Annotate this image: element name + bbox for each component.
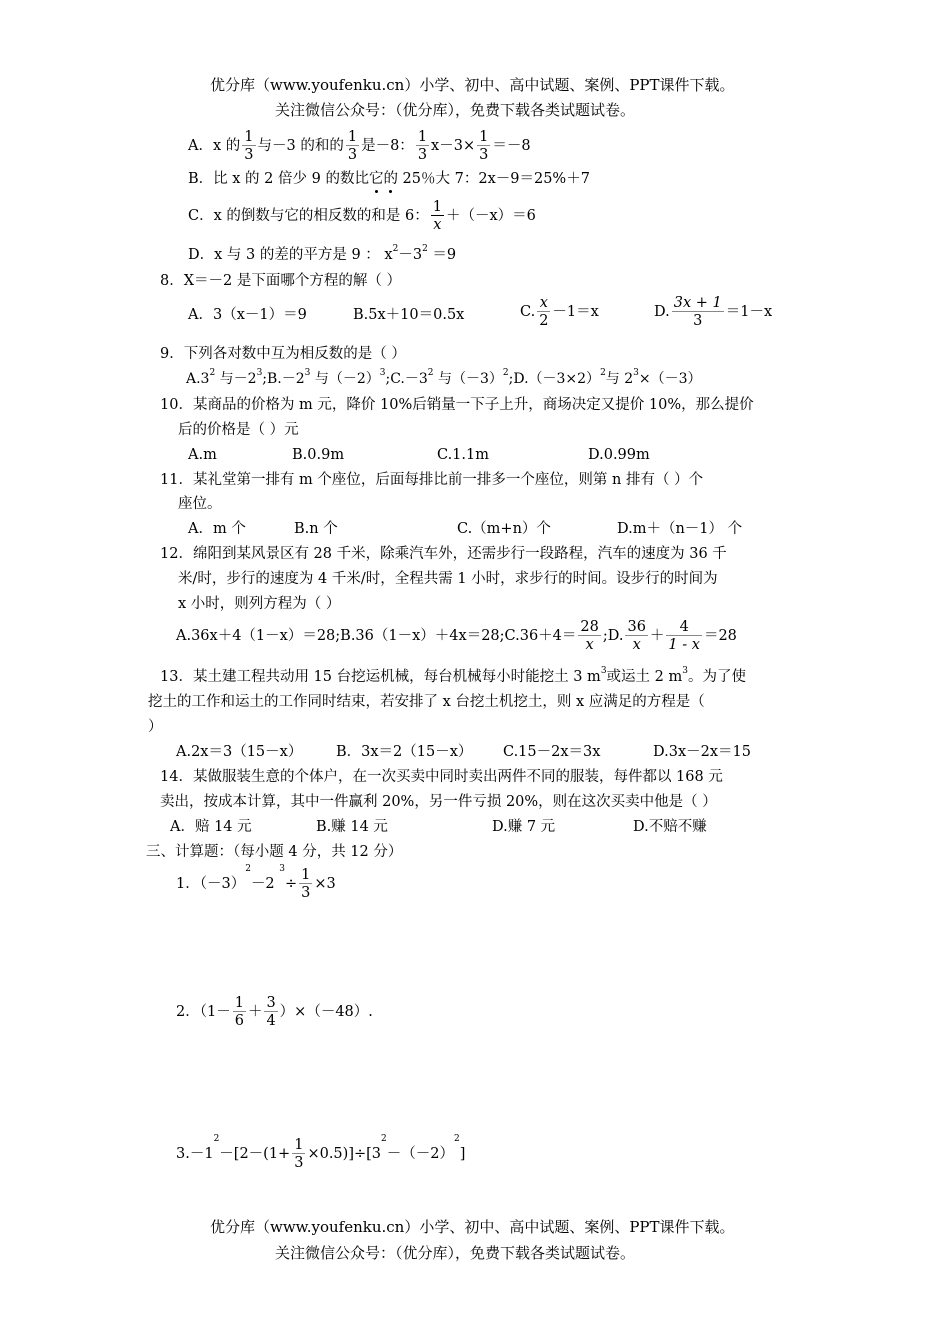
footer-line-2: 关注微信公众号：（优分库），免费下载各类试题试卷。 — [275, 1244, 636, 1262]
q13-line-2: 挖土的工作和运土的工作同时结束，若安排了 x 台挖土机挖土，则 x 应满足的方程是（ — [148, 694, 705, 710]
q12-line-3: x 小时，则列方程为（ ） — [178, 596, 341, 612]
q7-option-b: B．比 x 的 2 倍少 9 的数比它的 25％大 7：2x－9＝25%＋7 — [188, 171, 590, 187]
calc-2: 2．（1－ $\frac{1}{6}$ ＋ $\frac{3}{4}$ ）×（－48）. — [176, 995, 373, 1029]
q14-option-a: A．赔 14 元 — [170, 819, 252, 835]
q13-option-c: C.15－2x＝3x — [503, 744, 601, 760]
q11-line-1: 11．某礼堂第一排有 m 个座位，后面每排比前一排多一个座位，则第 n 排有（ ）个 — [160, 472, 704, 488]
q10-line-1: 10．某商品的价格为 m 元，降价 10%后销量一下子上升，商场决定又提价 10%，那么提价 — [160, 397, 754, 413]
calc-3: $3.-1^2-[2-(1+$ $\frac{1}{3}$ $\times 0.5)]\div[3^2-(-2)^2]$ — [176, 1134, 466, 1171]
q14-line-2: 卖出，按成本计算，其中一件赢利 20%，另一件亏损 20%，则在这次买卖中他是（ ） — [160, 794, 717, 810]
q8-stem: 8．X＝－2 是下面哪个方程的解（ ） — [160, 273, 401, 289]
q7-option-a: A．x 的 $\frac{1}{3}$ 与－3 的和的 $\frac{1}{3}$ 是－8： $\frac{1}{3}$ x－3× $\frac{1}{3}$ ＝－8 — [188, 129, 531, 163]
q10-option-d: D.0.99m — [588, 447, 650, 463]
q13-line-3: ） — [148, 719, 163, 735]
q8-option-d: D. $\frac{3x + 1}{3}$ ＝1－x — [654, 295, 773, 329]
q11-line-2: 座位。 — [178, 496, 222, 512]
q7-option-d: D．x 与 3 的差的平方是 9 ： $x^2-3^2 =9$ — [188, 244, 457, 263]
q9-options: $A.3^2$ 与$-2^3;B.-2^3$ 与$(-2)^3;C.-3^2$ 与$(-3)^2;D.(-3\times 2)^2$与 $2^3\times(-3)$ — [186, 368, 702, 387]
q11-option-b: B.n 个 — [294, 521, 338, 537]
q13-line-1: 13．某土建工程共动用 15 台挖运机械，每台机械每小时能挖土 3 $m^3$或运土 2 $m^3$。为了使 — [160, 666, 746, 685]
q12-line-2: 米/时，步行的速度为 4 千米/时，全程共需 1 小时，求步行的时间。设步行的时间为 — [178, 571, 718, 587]
q8-option-a: A．3（x－1）＝9 — [188, 307, 307, 323]
q9-stem: 9．下列各对数中互为相反数的是（ ） — [160, 346, 406, 362]
q11-option-a: A．m 个 — [188, 521, 246, 537]
q13-option-b: B．3x＝2（15－x） — [336, 744, 473, 760]
q14-option-b: B.赚 14 元 — [316, 819, 388, 835]
q10-option-c: C.1.1m — [437, 447, 489, 463]
q14-line-1: 14．某做服装生意的个体户，在一次买卖中同时卖出两件不同的服装，每件都以 168 元 — [160, 769, 723, 785]
footer-line-1: 优分库（www.youfenku.cn）小学、初中、高中试题、案例、PPT课件下载。 — [210, 1218, 735, 1236]
q14-option-d: D.不赔不赚 — [633, 819, 707, 835]
q12-options: A.36x＋4（1－x）＝28;B.36（1－x）＋4x＝28;C.36＋4＝ $\frac{28}{x}$ ;D. $\frac{36}{x}$ ＋ $\frac{4}{1 - x}$ ＝28 — [176, 619, 737, 653]
header-line-1: 优分库（www.youfenku.cn）小学、初中、高中试题、案例、PPT课件下载。 — [210, 76, 735, 94]
q8-option-c: C. $\frac{x}{2}$ －1＝x — [520, 295, 599, 329]
header-line-2: 关注微信公众号：（优分库），免费下载各类试题试卷。 — [275, 101, 636, 119]
q8-option-b: B.5x＋10＝0.5x — [353, 307, 465, 323]
q13-option-d: D.3x－2x＝15 — [653, 744, 751, 760]
q10-option-b: B.0.9m — [292, 447, 345, 463]
q14-option-c: D.赚 7 元 — [492, 819, 556, 835]
q13-option-a: A.2x＝3（15－x） — [176, 744, 303, 760]
q12-line-1: 12．绵阳到某风景区有 28 千米，除乘汽车外，还需步行一段路程，汽车的速度为 36 千 — [160, 546, 727, 562]
section-3-title: 三、计算题：（每小题 4 分，共 12 分） — [146, 844, 403, 860]
q11-option-c: C.（m+n）个 — [457, 521, 551, 537]
q11-option-d: D.m＋（n－1） 个 — [617, 521, 743, 537]
q10-line-2: 后的价格是（ ）元 — [178, 422, 299, 438]
q10-option-a: A.m — [188, 447, 217, 463]
calc-1: 1．$(-3)^2-2$ $^3$÷ $\frac{1}{3}$ ×3 — [176, 864, 336, 901]
q7-option-c: C．x 的倒数与它的相反数的和是 6： $\frac{1}{x}$ ＋（－x）＝6 — [188, 199, 536, 233]
